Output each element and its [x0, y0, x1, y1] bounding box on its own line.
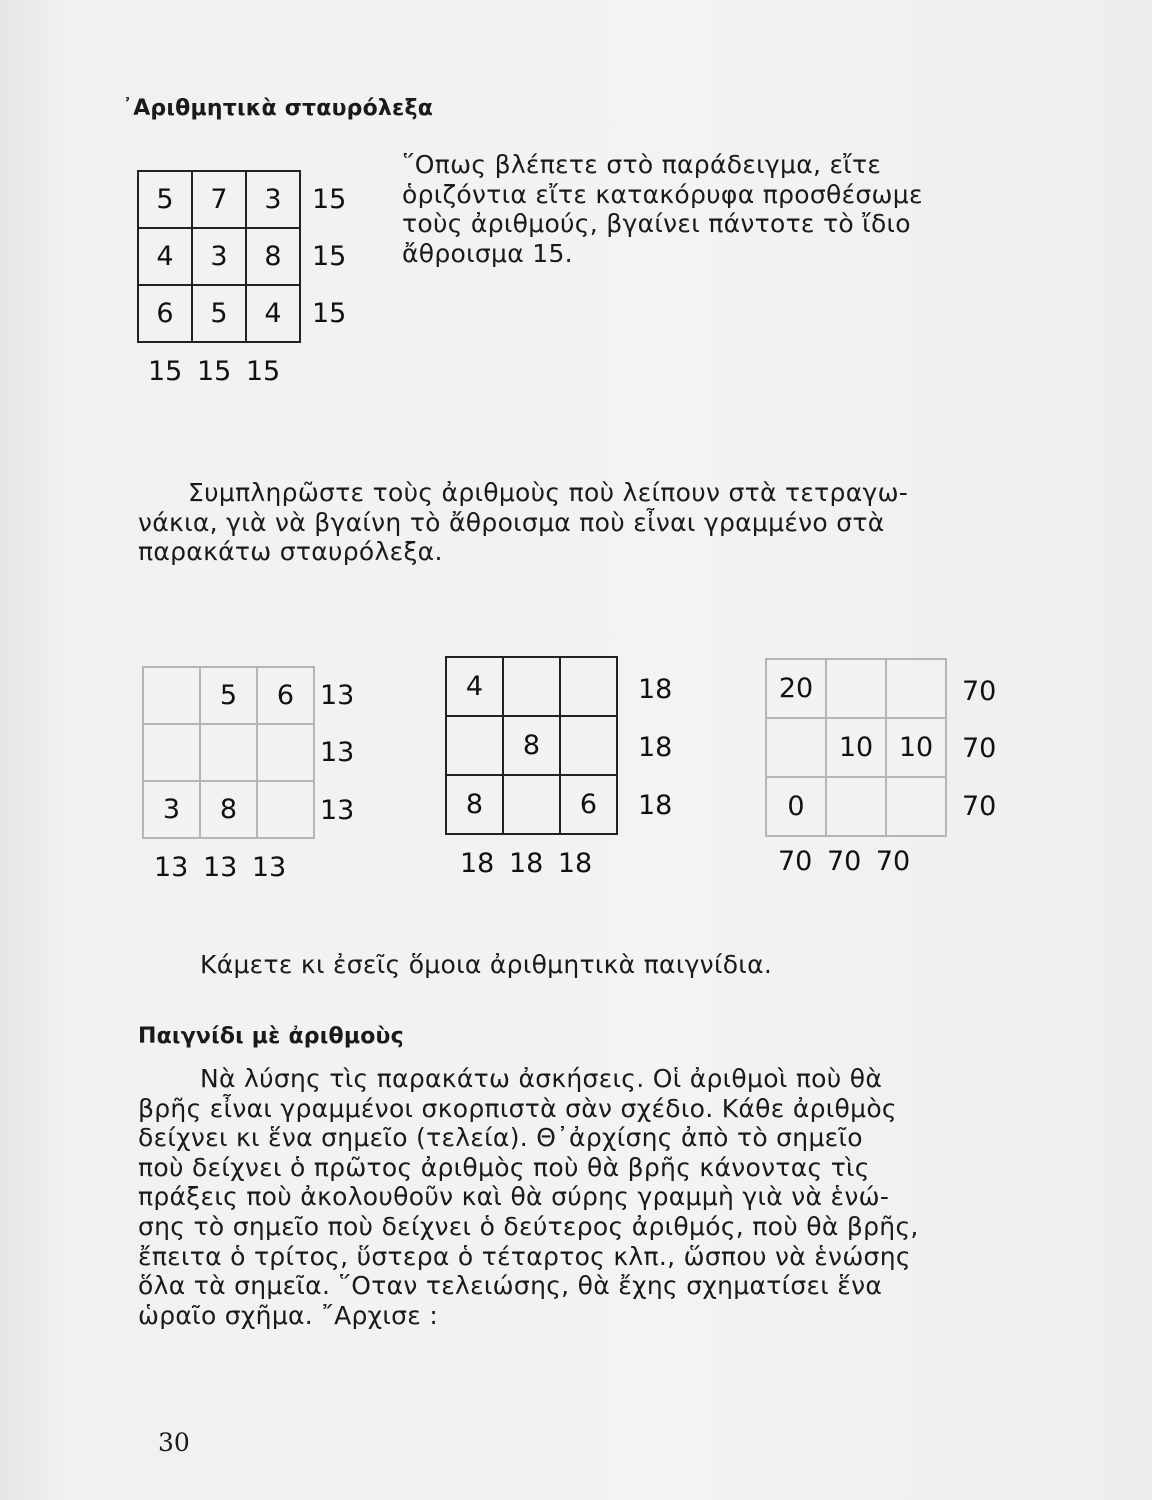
example-cell: 4	[247, 286, 299, 341]
text-line: ἔπειτα ὁ τρίτος, ὕστερα ὁ τέταρτος κλπ., ὥσπου νὰ ἑνώσης	[138, 1241, 911, 1271]
example-row-sum: 15	[312, 184, 347, 215]
example-column-sums: 15 15 15	[148, 356, 281, 387]
text-line: ὅλα τὰ σημεῖα. ῞Οταν τελειώσης, θὰ ἔχης σχηματίσει ἕνα	[138, 1271, 883, 1301]
puzzle-grid-2	[445, 656, 618, 835]
example-cell: 8	[247, 229, 299, 284]
number-game-paragraph	[138, 1064, 919, 1330]
puzzle-cell[interactable]	[258, 782, 313, 837]
puzzle-grid-1	[142, 666, 315, 839]
puzzle-3-row-sum: 70	[962, 676, 997, 707]
puzzle-1-row-sum: 13	[320, 795, 355, 826]
puzzle-cell[interactable]: 8	[201, 782, 256, 837]
puzzle-cell[interactable]: 6	[258, 668, 313, 723]
instruction-paragraph	[138, 478, 908, 567]
example-cell: 5	[139, 172, 191, 227]
example-cell: 3	[193, 229, 245, 284]
puzzle-cell[interactable]	[258, 725, 313, 780]
text-line: ἄθροισμα 15.	[402, 238, 573, 268]
puzzle-cell[interactable]	[447, 717, 502, 774]
text-line: ῞Οπως βλέπετε στὸ παράδειγμα, εἴτε	[402, 150, 882, 179]
example-cell: 5	[193, 286, 245, 341]
text-line: Κάμετε κι ἐσεῖς ὅμοια ἀριθμητικὰ παιγνίδια.	[200, 950, 773, 979]
puzzle-3-row-sum: 70	[962, 791, 997, 822]
puzzle-3-column-sums: 70 70 70	[778, 846, 911, 877]
puzzle-cell[interactable]	[144, 668, 199, 723]
text-line: πράξεις ποὺ ἀκολουθοῦν καὶ θὰ σύρης γραμμὴ γιὰ νὰ ἑνώ-	[138, 1182, 890, 1212]
puzzle-cell[interactable]	[201, 725, 256, 780]
puzzle-1-column-sums: 13 13 13	[154, 852, 287, 883]
puzzle-cell[interactable]: 10	[827, 719, 885, 776]
text-line: ποὺ δείχνει ὁ πρῶτος ἀριθμὸς ποὺ θὰ βρῆς κάνοντας τὶς	[138, 1152, 870, 1182]
puzzle-cell[interactable]: 4	[447, 658, 502, 715]
puzzle-cell[interactable]: 8	[504, 717, 559, 774]
puzzle-cell[interactable]: 10	[887, 719, 945, 776]
closing-line	[200, 950, 772, 980]
puzzle-cell[interactable]: 6	[561, 776, 616, 833]
puzzle-cell[interactable]	[504, 776, 559, 833]
text-line: ὁριζόντια εἴτε κατακόρυφα προσθέσωμε	[402, 179, 923, 209]
section-title-number-game: Παιγνίδι μὲ ἀριθμοὺς	[138, 1024, 404, 1049]
text-line: Συμπληρῶστε τοὺς ἀριθμοὺς ποὺ λείπουν στὰ τετραγω-	[188, 478, 909, 507]
puzzle-cell[interactable]	[887, 778, 945, 835]
puzzle-2-row-sum: 18	[638, 674, 673, 705]
puzzle-2-column-sums: 18 18 18	[460, 848, 593, 879]
puzzle-grid-3	[765, 658, 947, 837]
text-line: τοὺς ἀριθμούς, βγαίνει πάντοτε τὸ ἴδιο	[402, 209, 911, 239]
example-cell: 7	[193, 172, 245, 227]
puzzle-cell[interactable]	[827, 660, 885, 717]
text-line: Νὰ λύσης τὶς παρακάτω ἀσκήσεις. Οἱ ἀριθμοὶ ποὺ θὰ	[200, 1064, 883, 1093]
puzzle-2-row-sum: 18	[638, 732, 673, 763]
text-line: σης τὸ σημεῖο ποὺ δείχνει ὁ δεύτερος ἀριθμός, ποὺ θὰ βρῆς,	[138, 1211, 919, 1241]
puzzle-cell[interactable]	[144, 725, 199, 780]
puzzle-cell[interactable]: 5	[201, 668, 256, 723]
puzzle-cell[interactable]	[561, 658, 616, 715]
puzzle-cell[interactable]: 20	[767, 660, 825, 717]
text-line: ὡραῖο σχῆμα. ῎Αρχισε :	[138, 1300, 439, 1330]
puzzle-cell[interactable]: 3	[144, 782, 199, 837]
puzzle-1-row-sum: 13	[320, 680, 355, 711]
example-grid	[137, 170, 301, 343]
example-explanation	[402, 150, 923, 268]
puzzle-2-row-sum: 18	[638, 790, 673, 821]
example-cell: 3	[247, 172, 299, 227]
puzzle-cell[interactable]	[887, 660, 945, 717]
puzzle-cell[interactable]	[561, 717, 616, 774]
puzzle-cell[interactable]	[767, 719, 825, 776]
puzzle-cell[interactable]: 0	[767, 778, 825, 835]
page-number: 30	[158, 1428, 190, 1457]
puzzle-1-row-sum: 13	[320, 737, 355, 768]
text-line: δείχνει κι ἕνα σημεῖο (τελεία). Θ᾿ἀρχίσης ἀπὸ τὸ σημεῖο	[138, 1123, 863, 1153]
example-row-sum: 15	[312, 241, 347, 272]
example-row-sum: 15	[312, 298, 347, 329]
puzzle-cell[interactable]	[504, 658, 559, 715]
example-cell: 6	[139, 286, 191, 341]
text-line: βρῆς εἶναι γραμμένοι σκορπιστὰ σὰν σχέδιο. Κάθε ἀριθμὸς	[138, 1093, 897, 1123]
text-line: νάκια, γιὰ νὰ βγαίνη τὸ ἄθροισμα ποὺ εἶναι γραμμένο στὰ	[138, 507, 885, 537]
puzzle-3-row-sum: 70	[962, 733, 997, 764]
text-line: παρακάτω σταυρόλεξα.	[138, 537, 443, 567]
puzzle-cell[interactable]: 8	[447, 776, 502, 833]
puzzle-cell[interactable]	[827, 778, 885, 835]
section-title-arithmetic-crosswords: ᾿Αριθμητικὰ σταυρόλεξα	[122, 96, 434, 121]
example-cell: 4	[139, 229, 191, 284]
